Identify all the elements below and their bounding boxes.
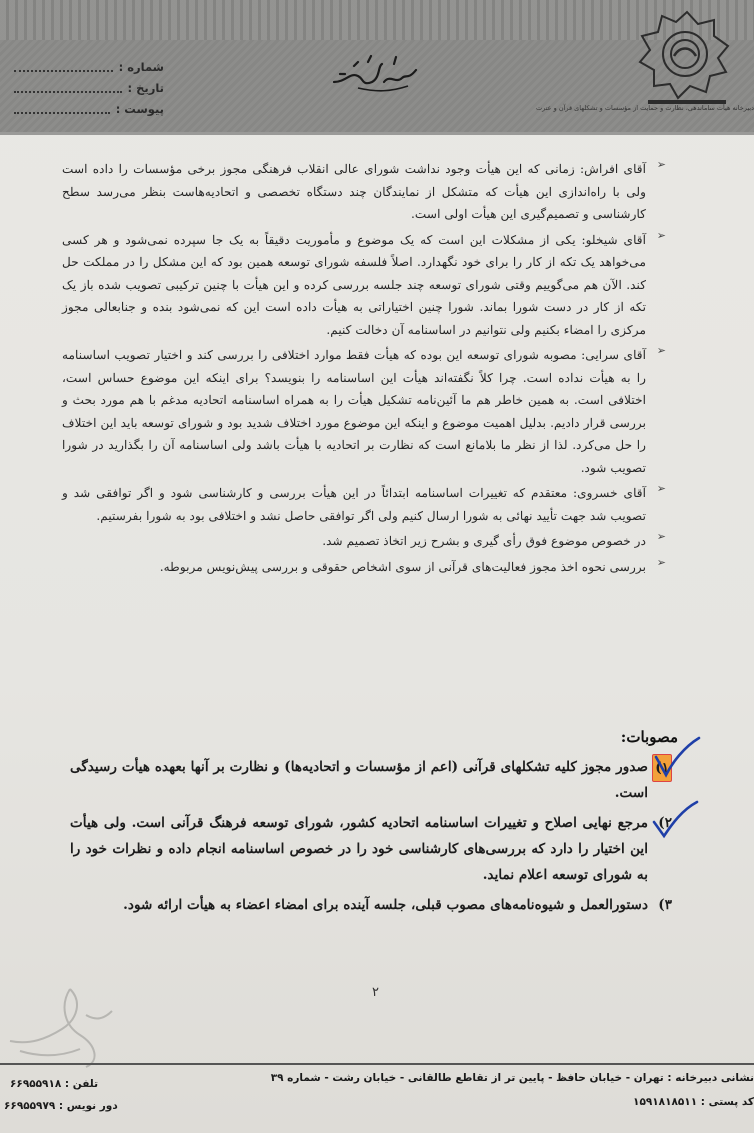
approval-text: دستورالعمل و شیوه‌نامه‌های مصوب قبلی، جلسه آینده برای امضاء اعضاء به هیأت ارائه شود. bbox=[123, 897, 648, 913]
arrow-bullet-icon: ➢ bbox=[656, 344, 666, 357]
approvals-section bbox=[70, 728, 678, 922]
approval-item bbox=[70, 810, 670, 888]
number-label: شماره : bbox=[118, 59, 164, 74]
footer-ornament bbox=[0, 985, 130, 1070]
footer-phone: تلفن : ۶۶۹۵۵۹۱۸ bbox=[10, 1078, 99, 1090]
footer-fax: دور نویس : ۶۶۹۵۵۹۷۹ bbox=[4, 1100, 118, 1112]
footer-divider bbox=[0, 1063, 754, 1065]
checkmark-icon bbox=[650, 798, 700, 844]
approval-item bbox=[70, 892, 670, 918]
paragraph-text: زمانی که این هیأت وجود نداشت شورای عالی انقلاب فرهنگی مجوز برخی مؤسسات را داده است ولی با راه‌اندازی این هیأت که متشکل از نمایندگان چند دستگاه تخصصی و اتحادیه‌هاست بنظر می‌رسد سطح کارشناسی و تصمیم‌گیری این هیأت اولی است. bbox=[62, 162, 646, 221]
paragraph-text: مصوبه شورای توسعه این بوده که هیأت فقط موارد اختلافی را بررسی کند و اختیار تصویب اساسنامه را به هیأت نداده است. چرا کلاً نگفته‌اند هیأت این اساسنامه را بنویسد؟ برای اینکه این موضوع حساس است، اختلافی است. به همین خاطر هم ما آئین‌نامه تشکیل هیأت را به همراه اساسنامه اتحادیه مدغم با هم مورد بحث و بررسی قرار دادیم. بدلیل اهمیت موضوع و اینکه این موضوع مورد اختلاف شدید بود و شورای توسعه باید این اختلاف را حل می‌کرد. لذا از نظر ما بلامانع است که نظارت بر اتحادیه با هیأت باشد ولی اساسنامه آن را بگذارید در شورا تصویب شود. bbox=[62, 348, 646, 475]
approvals-title: مصوبات: bbox=[620, 728, 678, 746]
attachment-dots bbox=[14, 104, 110, 114]
approval-item bbox=[70, 754, 670, 806]
speaker-name: آقای افراش: bbox=[580, 162, 647, 176]
approval-number: ۲) bbox=[658, 815, 672, 831]
arrow-bullet-icon: ➢ bbox=[656, 555, 666, 569]
minutes-paragraph bbox=[62, 555, 666, 579]
minutes-paragraph bbox=[62, 482, 666, 527]
minutes-body bbox=[62, 158, 666, 581]
approval-number: ۳) bbox=[658, 897, 672, 913]
arrow-bullet-icon: ➢ bbox=[656, 530, 666, 543]
minutes-paragraph bbox=[62, 344, 666, 479]
speaker-name: آقای شیخلو: bbox=[581, 232, 647, 247]
minutes-paragraph bbox=[62, 158, 666, 226]
organization-logo bbox=[628, 6, 746, 118]
minutes-paragraph bbox=[62, 530, 666, 553]
attachment-label: پیوست : bbox=[115, 101, 164, 116]
speaker-name: آقای خسروی: bbox=[573, 486, 646, 500]
footer-postal-code: کد پستی : ۱۵۹۱۸۱۸۵۱۱ bbox=[633, 1096, 754, 1108]
date-dots bbox=[14, 83, 122, 93]
arrow-bullet-icon: ➢ bbox=[656, 158, 666, 171]
approval-text: صدور مجوز کلیه تشکلهای قرآنی (اعم از مؤسسات و اتحادیه‌ها) و نظارت بر آنها بعهده هیأت رسیدگی است. bbox=[70, 759, 648, 801]
number-dots bbox=[14, 62, 113, 72]
approval-text: مرجع نهایی اصلاح و تغییرات اساسنامه اتحادیه کشور، شورای توسعه فرهنگ قرآنی است. ولی هیأت این اختیار را دارد که بررسی‌های کارشناسی خود را در خصوص اساسنامه انجام داده و نظرات خود را به شورای توسعه اعلام نماید. bbox=[70, 815, 648, 883]
footer bbox=[0, 1068, 754, 1133]
checkmark-icon bbox=[652, 735, 702, 781]
paragraph-text: یکی از مشکلات این است که یک موضوع و مأموریت دقیقاً به یک جا سپرده نمی‌شود و هر کسی می‌خواهد یک تکه از کار را برای خود نگهدارد. اصلاً فلسفه شورای توسعه همین بود که این مشکل را در مملکت حل کند. الآن هم می‌گوییم وقتی شورای توسعه چند جلسه بررسی کرده و این هیأت با چنین ترکیبی تصویب شده باز یک تکه از کار در دست شورا بماند. شورا چنین اختیاراتی به هیأت داده است این که نمی‌شود بنده و جنابعالی مجوز مرکزی را امضاء بکنیم ولی نتوانیم در اساسنامه آن دخالت کنیم. bbox=[62, 232, 646, 337]
arrow-bullet-icon: ➢ bbox=[656, 228, 666, 242]
speaker-name: آقای سرایی: bbox=[581, 348, 646, 362]
page-number: ۲ bbox=[372, 985, 379, 1000]
approvals-list bbox=[70, 754, 670, 918]
date-label: تاریخ : bbox=[127, 80, 164, 95]
paragraph-text: در خصوص موضوع فوق رأی گیری و بشرح زیر اتخاذ تصمیم شد. bbox=[322, 534, 646, 548]
minutes-paragraph bbox=[62, 228, 666, 342]
paragraph-text: معتقدم که تغییرات اساسنامه ابتدائاً در این هیأت بررسی و کارشناسی شود و اگر توافقی شد و تصویب شد جهت تأیید نهائی به شورا ارسال کنیم ولی اگر توافقی حاصل نشد و اختلافی بود به شورا بفرستیم. bbox=[62, 486, 646, 523]
reference-fields bbox=[14, 56, 164, 119]
paragraph-text: بررسی نحوه اخذ مجوز فعالیت‌های قرآنی از سوی اشخاص حقوقی و بررسی پیش‌نویس مربوطه. bbox=[159, 559, 646, 574]
approval-number: ۱) bbox=[652, 754, 672, 782]
footer-address: نشانی دبیرخانه : تهران - خیابان حافظ - پایین تر از تقاطع طالقانی - خیابان رشت - شماره ۳۹ bbox=[270, 1072, 754, 1084]
letterhead bbox=[0, 0, 754, 135]
basmala-calligraphy bbox=[328, 52, 424, 96]
logo-caption: دبیرخانه هیأت ساماندهی، نظارت و حمایت از مؤسسات و تشکلهای قرآن و عترت bbox=[536, 104, 754, 112]
arrow-bullet-icon: ➢ bbox=[656, 482, 666, 495]
